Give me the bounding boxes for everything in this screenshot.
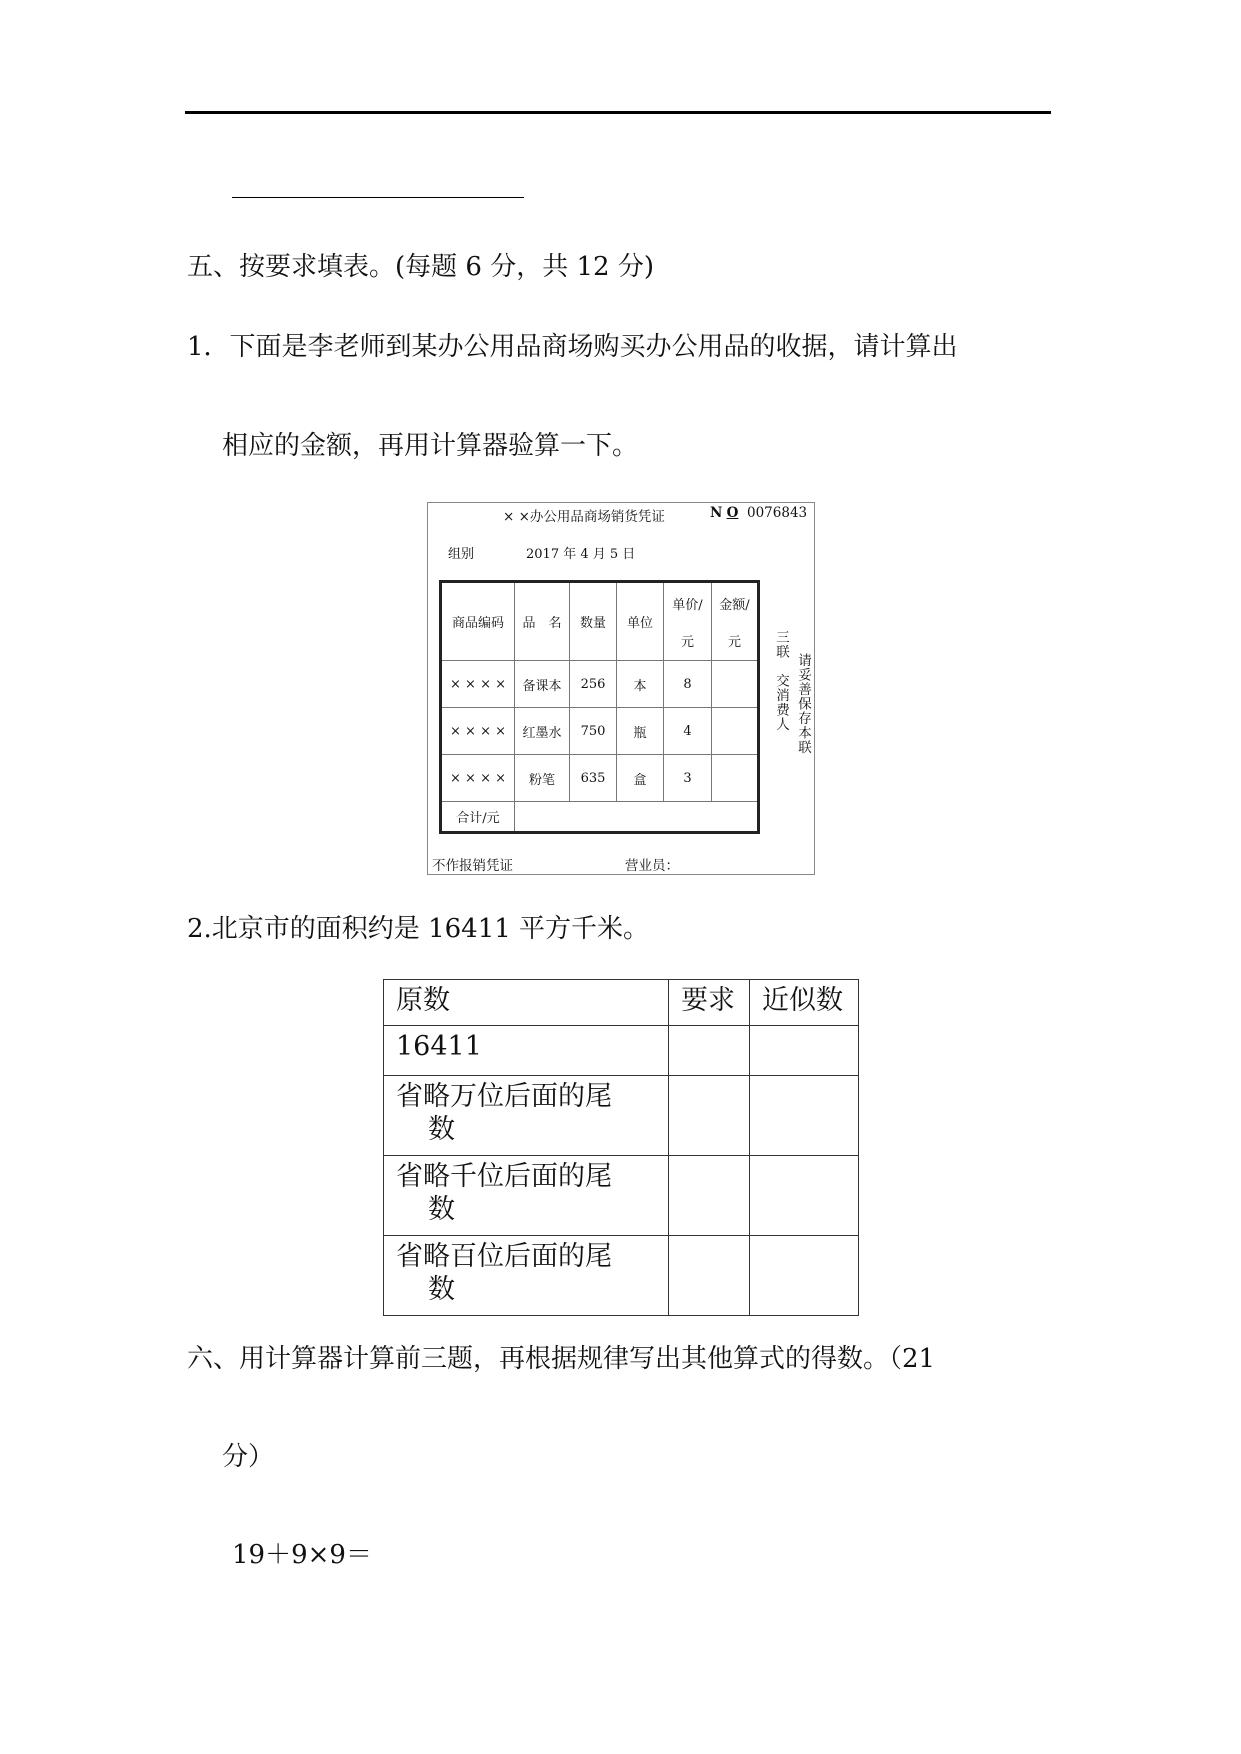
section6-heading-line2: 分） (222, 1442, 275, 1472)
rounding-rule-text-cont: 数 (428, 1274, 455, 1305)
receipt-header-price (664, 582, 712, 661)
price-header-unit: 元 (680, 634, 694, 650)
rounding-cell-original (384, 1156, 669, 1236)
receipt-header-unit: 单位 (617, 582, 664, 661)
receipt-cell-qty: 750 (570, 708, 617, 755)
receipt-cell-price: 8 (664, 661, 712, 708)
rounding-cell-original (384, 1026, 669, 1076)
receipt-header-amount (712, 582, 759, 661)
receipt-row (441, 755, 759, 802)
rounding-cell-approx[interactable] (750, 1156, 859, 1236)
receipt-table (439, 580, 760, 834)
rounding-rule-text-cont: 数 (428, 1194, 455, 1225)
receipt-side-note-keep: 请妥善保存本联 (795, 653, 811, 755)
rounding-cell-approx[interactable] (750, 1236, 859, 1316)
receipt-cell-price: 4 (664, 708, 712, 755)
receipt-row (441, 661, 759, 708)
rounding-header-original: 原数 (384, 980, 669, 1026)
receipt-cell-unit: 本 (617, 661, 664, 708)
price-header-label: 单价/ (672, 597, 703, 613)
receipt-cell-code: × × × × (441, 708, 515, 755)
receipt-total-value[interactable] (515, 802, 759, 833)
q2-text: 2.北京市的面积约是 16411 平方千米。 (187, 914, 650, 944)
rounding-row (384, 1156, 859, 1236)
section5-heading: 五、按要求填表。(每题 6 分，共 12 分) (187, 252, 654, 282)
rounding-rule-text-cont: 数 (428, 1114, 455, 1145)
receipt-total-label: 合计/元 (441, 802, 515, 833)
rounding-cell-requirement[interactable] (669, 1236, 750, 1316)
receipt-cell-amount[interactable] (712, 755, 759, 802)
answer-blank-line (232, 197, 524, 198)
receipt-number (710, 505, 807, 521)
receipt-cell-code: × × × × (441, 661, 515, 708)
receipt-header-code: 商品编码 (441, 582, 515, 661)
receipt-header-name: 品 名 (515, 582, 570, 661)
receipt-cell-name: 粉笔 (515, 755, 570, 802)
rounding-row (384, 1076, 859, 1156)
receipt-header-qty: 数量 (570, 582, 617, 661)
receipt-cell-amount[interactable] (712, 708, 759, 755)
receipt-cell-qty: 256 (570, 661, 617, 708)
rounding-rule-text: 省略万位后面的尾 (396, 1081, 612, 1112)
receipt-cell-amount[interactable] (712, 661, 759, 708)
rounding-header-requirement: 要求 (669, 980, 750, 1026)
receipt-row (441, 708, 759, 755)
receipt-total-row (441, 802, 759, 833)
top-rule (185, 111, 1051, 114)
rounding-table (383, 979, 859, 1316)
rounding-rule-text: 省略百位后面的尾 (396, 1241, 612, 1272)
rounding-cell-approx[interactable] (750, 1026, 859, 1076)
receipt-date: 2017 年 4 月 5 日 (526, 547, 636, 562)
receipt-cell-name: 红墨水 (515, 708, 570, 755)
rounding-rule-text: 省略千位后面的尾 (396, 1161, 612, 1192)
rounding-header-approx: 近似数 (750, 980, 859, 1026)
rounding-row (384, 1236, 859, 1316)
rounding-row (384, 1026, 859, 1076)
q1-text-line1: 1．下面是李老师到某办公用品商场购买办公用品的收据，请计算出 (187, 332, 958, 362)
amount-header-label: 金额/ (719, 597, 750, 613)
receipt-footer-clerk: 营业员： (625, 858, 679, 874)
receipt-cell-name: 备课本 (515, 661, 570, 708)
receipt-no-o: O (726, 505, 739, 521)
rounding-cell-original (384, 1236, 669, 1316)
receipt-group-label: 组别 (448, 547, 475, 562)
rounding-cell-requirement[interactable] (669, 1156, 750, 1236)
receipt-cell-code: × × × × (441, 755, 515, 802)
q1-text-line2: 相应的金额，再用计算器验算一下。 (222, 431, 639, 461)
receipt-cell-unit: 盒 (617, 755, 664, 802)
receipt-title: × ×办公用品商场销货凭证 (503, 509, 665, 525)
rounding-cell-original (384, 1076, 669, 1156)
rounding-cell-approx[interactable] (750, 1076, 859, 1156)
rounding-cell-requirement[interactable] (669, 1076, 750, 1156)
receipt-footer-not-reimbursable: 不作报销凭证 (432, 858, 513, 874)
amount-header-unit: 元 (727, 634, 741, 650)
expression-1: 19＋9×9＝ (232, 1540, 372, 1570)
original-value: 16411 (396, 1031, 482, 1062)
section6-heading-line1: 六、用计算器计算前三题，再根据规律写出其他算式的得数。（21 (187, 1344, 936, 1374)
receipt-cell-unit: 瓶 (617, 708, 664, 755)
receipt-side-note-copy: 三联 交消费人 (773, 630, 789, 732)
receipt-cell-price: 3 (664, 755, 712, 802)
rounding-cell-requirement[interactable] (669, 1026, 750, 1076)
receipt-no-value: 0076843 (747, 505, 808, 521)
sales-receipt (427, 502, 815, 875)
receipt-no-label: N (710, 505, 723, 521)
receipt-cell-qty: 635 (570, 755, 617, 802)
